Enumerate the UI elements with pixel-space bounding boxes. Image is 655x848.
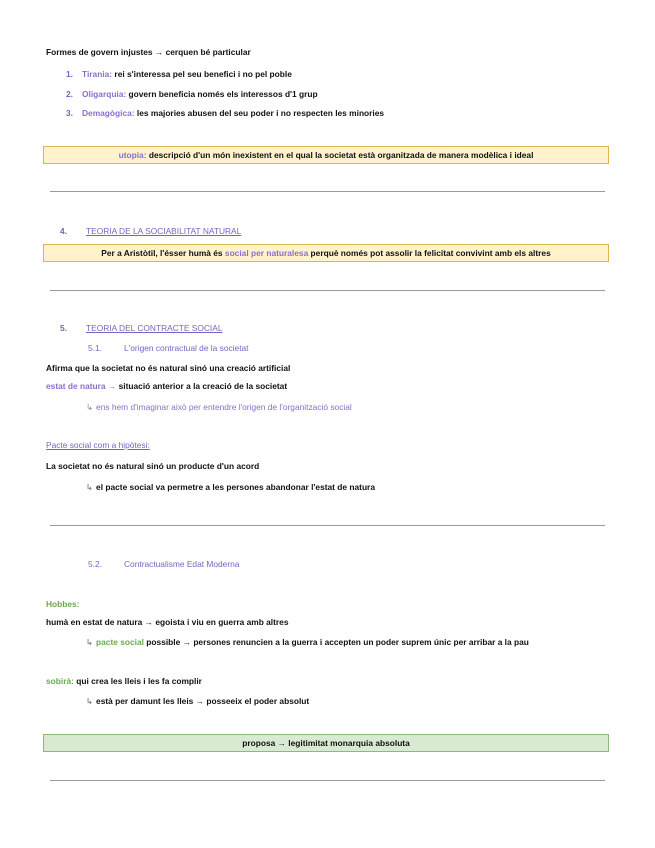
aristotil-box xyxy=(43,244,609,262)
term-oligarquia: Oligarquia: xyxy=(82,89,127,99)
text-span: està per damunt les lleis → posseeix el poder absolut xyxy=(96,696,310,706)
subsection-5-1 xyxy=(88,342,249,354)
text-span: situació anterior a la creació de la societat xyxy=(116,381,288,391)
text-line xyxy=(46,380,287,392)
gov-heading: Formes de govern injustes → cerquen bé particular xyxy=(46,47,251,57)
section-4-heading xyxy=(60,225,241,237)
monarquia-box: proposa → legitimitat monarquia absoluta xyxy=(43,734,609,752)
pacte-heading: Pacte social com a hipòtesi: xyxy=(46,440,150,450)
term-tirania: Tirania: xyxy=(82,69,113,79)
text-line: Afirma que la societat no és natural sinó una creació artificial xyxy=(46,363,291,373)
list-number: 2. xyxy=(66,89,73,99)
text-span: el pacte social va permetre a les persones abandonar l'estat de natura xyxy=(96,482,375,492)
divider xyxy=(50,780,605,781)
section-4-title: TEORIA DE LA SOCIABILITAT NATURAL xyxy=(86,226,242,236)
sub-line xyxy=(86,401,352,413)
divider xyxy=(50,525,605,526)
text-span: ens hem d'imaginar això per entendre l'origen de l'organització social xyxy=(96,402,352,412)
divider xyxy=(50,290,605,291)
utopia-text: descripció d'un món inexistent en el qual la societat està organitzada de manera modèlica i ideal xyxy=(146,150,534,160)
term-estat-natura: estat de natura → xyxy=(46,381,117,391)
text-line: La societat no és natural sinó un producte d'un acord xyxy=(46,461,260,471)
section-5-heading xyxy=(60,322,223,334)
subsection-number: 5.2. xyxy=(88,559,102,569)
term-social: social per naturalesa xyxy=(224,248,309,258)
list-item xyxy=(66,88,318,100)
text-span: qui crea les lleis i les fa complir xyxy=(73,676,202,686)
list-number: 1. xyxy=(66,69,73,79)
aristotil-pre: Per a Aristòtil, l'ésser humà és xyxy=(101,248,225,258)
section-5-title: TEORIA DEL CONTRACTE SOCIAL xyxy=(86,323,223,333)
sub-line xyxy=(86,695,309,707)
text-line: humà en estat de natura → egoista i viu en guerra amb altres xyxy=(46,617,289,627)
text-span: possible → persones renuncien a la guerra i accepten un poder suprem únic per arribar a la pau xyxy=(143,637,529,647)
utopia-box xyxy=(43,146,609,164)
sub-arrow-icon: ↳ xyxy=(86,402,94,412)
text-line xyxy=(46,675,202,687)
list-item xyxy=(66,107,384,119)
list-text: rei s'interessa pel seu benefici i no pel poble xyxy=(112,69,292,79)
divider xyxy=(50,191,605,192)
section-number: 5. xyxy=(60,323,67,333)
subsection-number: 5.1. xyxy=(88,343,102,353)
list-number: 3. xyxy=(66,108,73,118)
sub-line xyxy=(86,481,375,493)
term-pacte-social: pacte social xyxy=(96,637,144,647)
subsection-title: Contractualisme Edat Moderna xyxy=(124,559,240,569)
section-number: 4. xyxy=(60,226,67,236)
subsection-title: L'origen contractual de la societat xyxy=(124,343,249,353)
sub-arrow-icon: ↳ xyxy=(86,482,94,492)
hobbes-heading: Hobbes: xyxy=(46,599,80,609)
list-item xyxy=(66,68,292,80)
sub-arrow-icon: ↳ xyxy=(86,696,94,706)
subsection-5-2 xyxy=(88,558,239,570)
term-demagogica: Demagògica: xyxy=(82,108,135,118)
term-utopia: utopia: xyxy=(118,150,147,160)
sub-line xyxy=(86,636,529,648)
list-text: les majories abusen del seu poder i no respecten les minories xyxy=(134,108,385,118)
sub-arrow-icon: ↳ xyxy=(86,637,94,647)
term-sobira: sobirà: xyxy=(46,676,74,686)
aristotil-post: perquè només pot assolir la felicitat convivint amb els altres xyxy=(308,248,551,258)
list-text: govern beneficia només els interessos d'1 grup xyxy=(126,89,318,99)
